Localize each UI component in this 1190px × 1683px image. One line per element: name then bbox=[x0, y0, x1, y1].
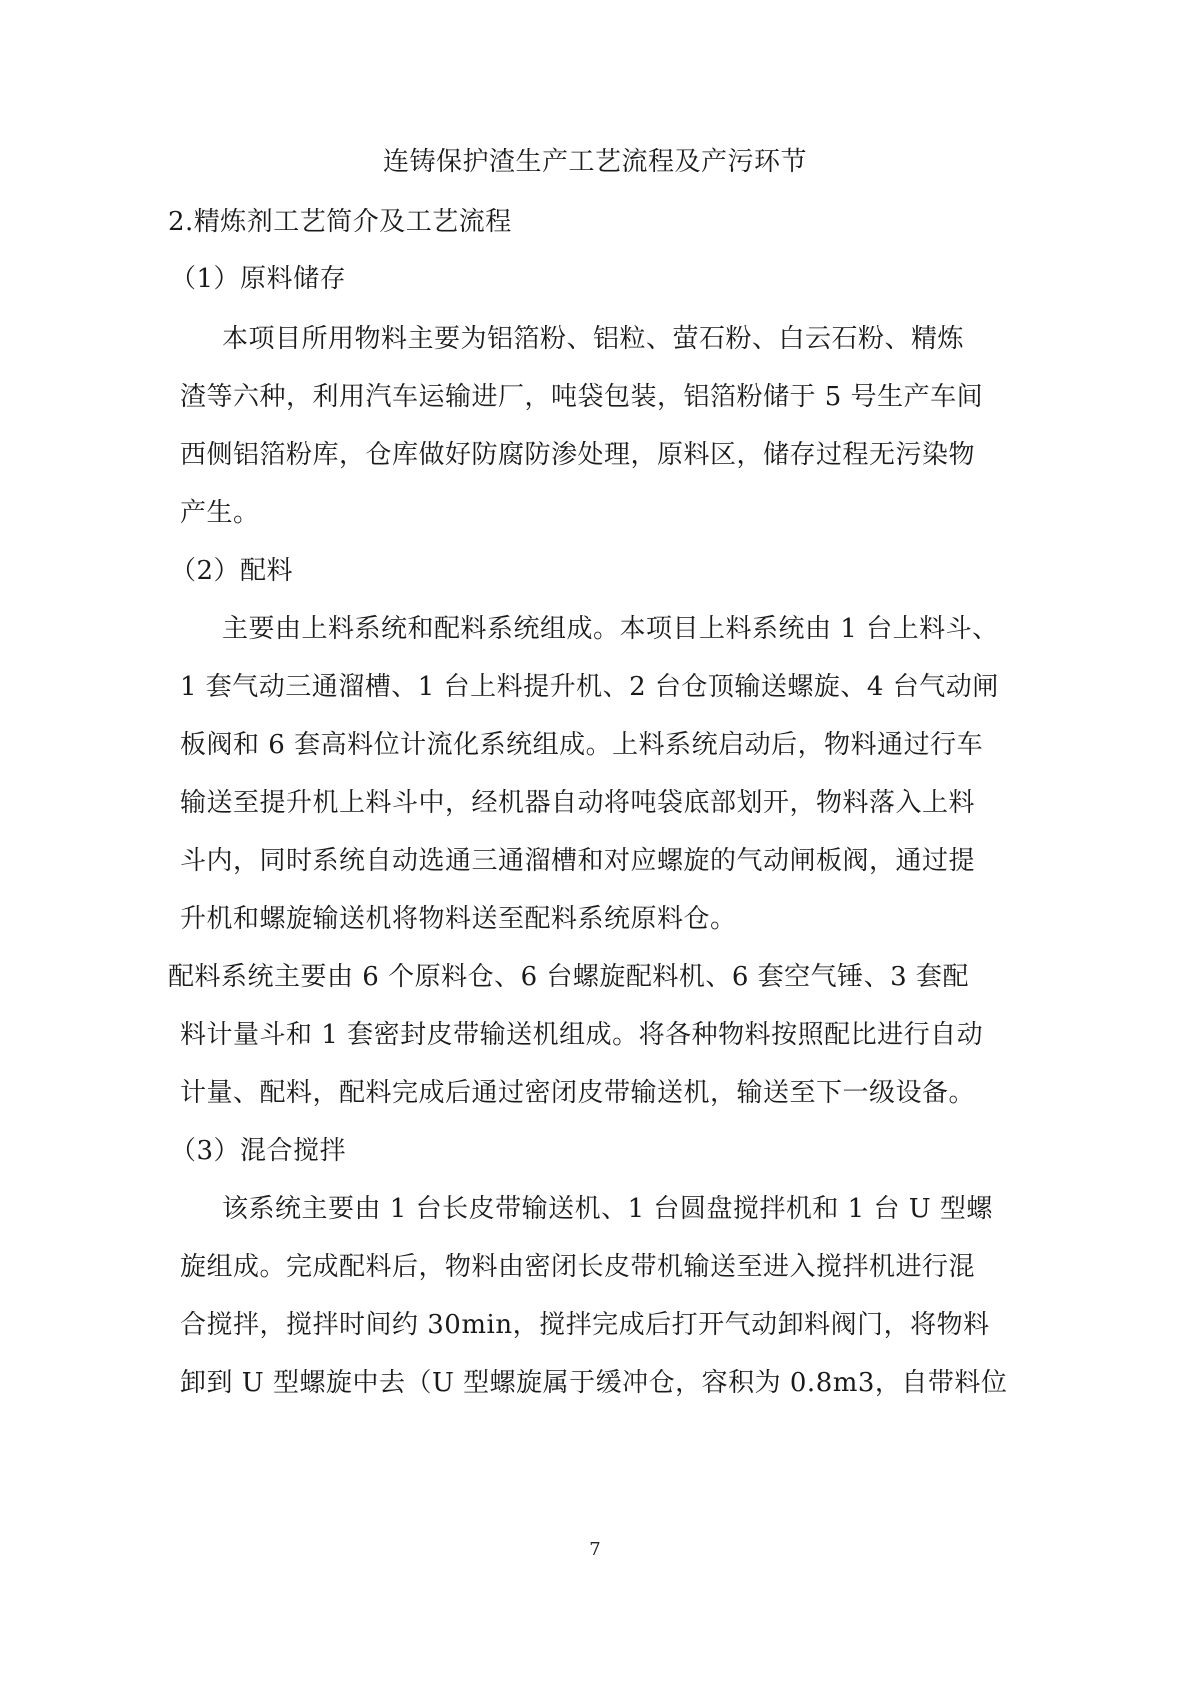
paragraph-line: 旋组成。完成配料后，物料由密闭长皮带机输送至进入搅拌机进行混 bbox=[180, 1252, 976, 1282]
paragraph-line: 升机和螺旋输送机将物料送至配料系统原料仓。 bbox=[180, 904, 737, 934]
paragraph-line: 本项目所用物料主要为铝箔粉、铝粒、萤石粉、白云石粉、精炼 bbox=[222, 324, 965, 354]
paragraph-line: 产生。 bbox=[180, 498, 260, 528]
paragraph-line: 配料系统主要由 6 个原料仓、6 台螺旋配料机、6 套空气锤、3 套配 bbox=[168, 962, 969, 992]
paragraph-line: 合搅拌，搅拌时间约 30min，搅拌完成后打开气动卸料阀门，将物料 bbox=[180, 1310, 990, 1340]
paragraph-line: 渣等六种，利用汽车运输进厂，吨袋包装，铝箔粉储于 5 号生产车间 bbox=[180, 382, 984, 412]
paragraph-line: 西侧铝箔粉库，仓库做好防腐防渗处理，原料区，储存过程无污染物 bbox=[180, 440, 976, 470]
paragraph-line: 主要由上料系统和配料系统组成。本项目上料系统由 1 台上料斗、 bbox=[222, 614, 999, 644]
paragraph-line: 该系统主要由 1 台长皮带输送机、1 台圆盘搅拌机和 1 台 U 型螺 bbox=[222, 1194, 993, 1224]
paragraph-line: 卸到 U 型螺旋中去（U 型螺旋属于缓冲仓，容积为 0.8m3，自带料位 bbox=[180, 1368, 1008, 1398]
document-title: 连铸保护渣生产工艺流程及产污环节 bbox=[382, 147, 807, 177]
subsection-heading-mixing: （3）混合搅拌 bbox=[170, 1136, 347, 1166]
paragraph-line: 1 套气动三通溜槽、1 台上料提升机、2 台仓顶输送螺旋、4 台气动闸 bbox=[180, 672, 999, 702]
subsection-heading-raw-material-storage: （1）原料储存 bbox=[170, 264, 347, 294]
paragraph-line: 斗内，同时系统自动选通三通溜槽和对应螺旋的气动闸板阀，通过提 bbox=[180, 846, 976, 876]
page-number: 7 bbox=[589, 1539, 601, 1560]
paragraph-line: 计量、配料，配料完成后通过密闭皮带输送机，输送至下一级设备。 bbox=[180, 1078, 976, 1108]
subsection-heading-batching: （2）配料 bbox=[170, 556, 294, 586]
paragraph-line: 输送至提升机上料斗中，经机器自动将吨袋底部划开，物料落入上料 bbox=[180, 788, 976, 818]
section-heading: 2.精炼剂工艺简介及工艺流程 bbox=[168, 207, 512, 237]
paragraph-line: 板阀和 6 套高料位计流化系统组成。上料系统启动后，物料通过行车 bbox=[180, 730, 984, 760]
paragraph-line: 料计量斗和 1 套密封皮带输送机组成。将各种物料按照配比进行自动 bbox=[180, 1020, 984, 1050]
